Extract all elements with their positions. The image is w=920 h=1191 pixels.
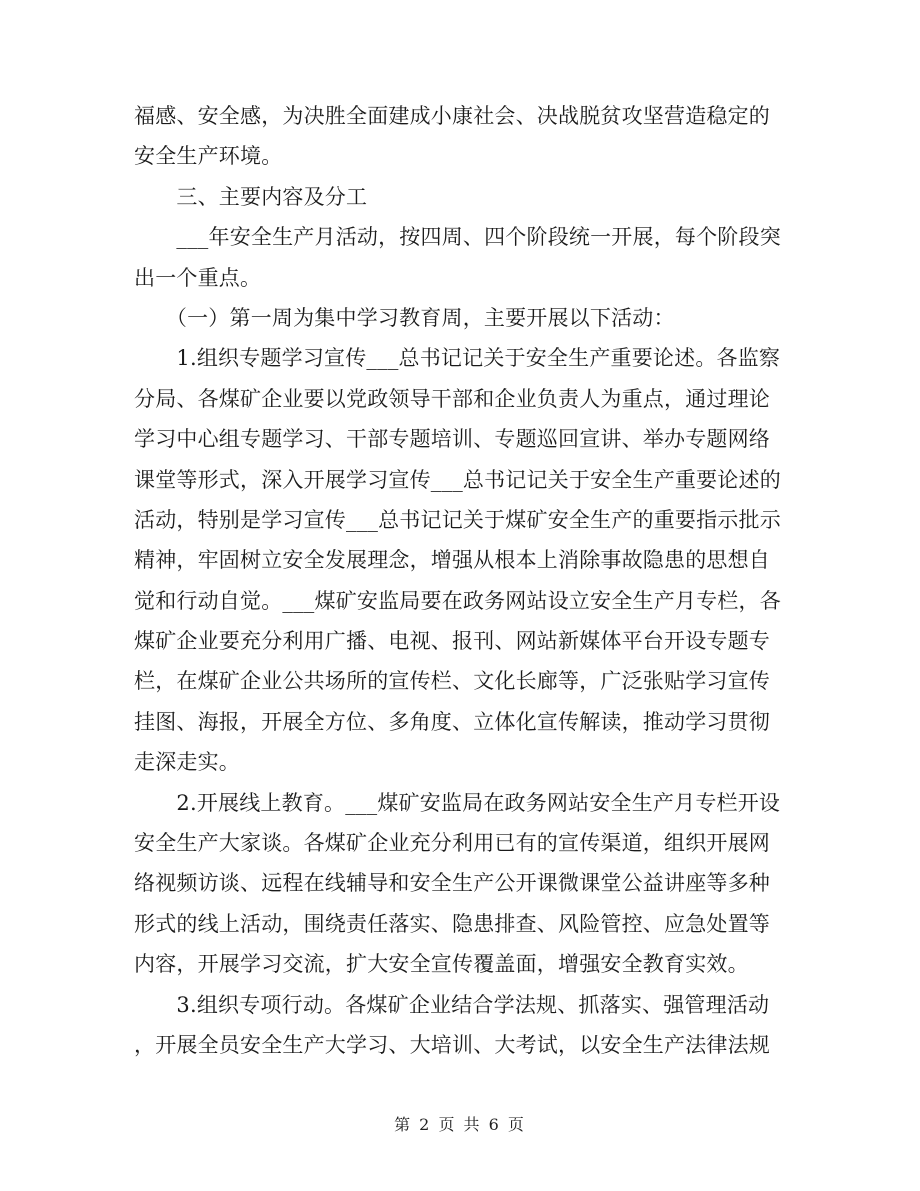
text-line: ，开展全员安全生产大学习、大培训、大考试，以安全生产法律法规 [134,1032,770,1057]
text-line: 络视频访谈、远程在线辅导和安全生产公开课微课堂公益讲座等多种 [134,871,770,896]
text-line: 挂图、海报，开展全方位、多角度、立体化宣传解读，推动学习贯彻 [134,709,770,734]
text-line: 分局、各煤矿企业要以党政领导干部和企业负责人为重点，通过理论 [134,386,770,411]
text-line: ___年安全生产月活动，按四周、四个阶段统一开展，每个阶段突 [134,225,781,250]
text-line: 栏，在煤矿企业公共场所的宣传栏、文化长廊等，广泛张贴学习宣传 [134,669,770,694]
text-line: 形式的线上活动，围绕责任落实、隐患排查、风险管控、应急处置等 [134,911,770,936]
text-line: 1.组织专题学习宣传___总书记记关于安全生产重要论述。各监察 [134,346,781,371]
text-line: 学习中心组专题学习、干部专题培训、专题巡回宣讲、举办专题网络 [134,427,770,452]
text-line: 福感、安全感，为决胜全面建成小康社会、决战脱贫攻坚营造稳定的 [134,104,770,128]
text-line: 安全生产环境。 [134,144,283,169]
section-heading: 三、主要内容及分工 [134,184,368,209]
text-line: 觉和行动自觉。___煤矿安监局要在政务网站设立安全生产月专栏，各 [134,588,781,613]
text-line: 安全生产大家谈。各煤矿企业充分利用已有的宣传渠道，组织开展网 [134,831,770,856]
document-body [134,96,794,1065]
text-line: 3.组织专项行动。各煤矿企业结合学法规、抓落实、强管理活动 [134,992,770,1017]
text-line: 内容，开展学习交流，扩大安全宣传覆盖面，增强安全教育实效。 [134,952,749,977]
text-line: 课堂等形式，深入开展学习宣传___总书记记关于安全生产重要论述的 [134,467,781,492]
text-line: 精神，牢固树立安全发展理念，增强从根本上消除事故隐患的思想自 [134,548,770,573]
subsection-heading: （一）第一周为集中学习教育周，主要开展以下活动： [134,305,675,330]
text-line: 出一个重点。 [134,265,262,290]
page-number-footer: 第 2 页 共 6 页 [394,1115,526,1134]
text-line: 走深走实。 [134,750,240,775]
text-line: 2.开展线上教育。___煤矿安监局在政务网站安全生产月专栏开设 [134,790,781,815]
text-line: 活动，特别是学习宣传___总书记记关于煤矿安全生产的重要指示批示 [134,507,781,532]
text-line: 煤矿企业要充分利用广播、电视、报刊、网站新媒体平台开设专题专 [134,629,770,654]
